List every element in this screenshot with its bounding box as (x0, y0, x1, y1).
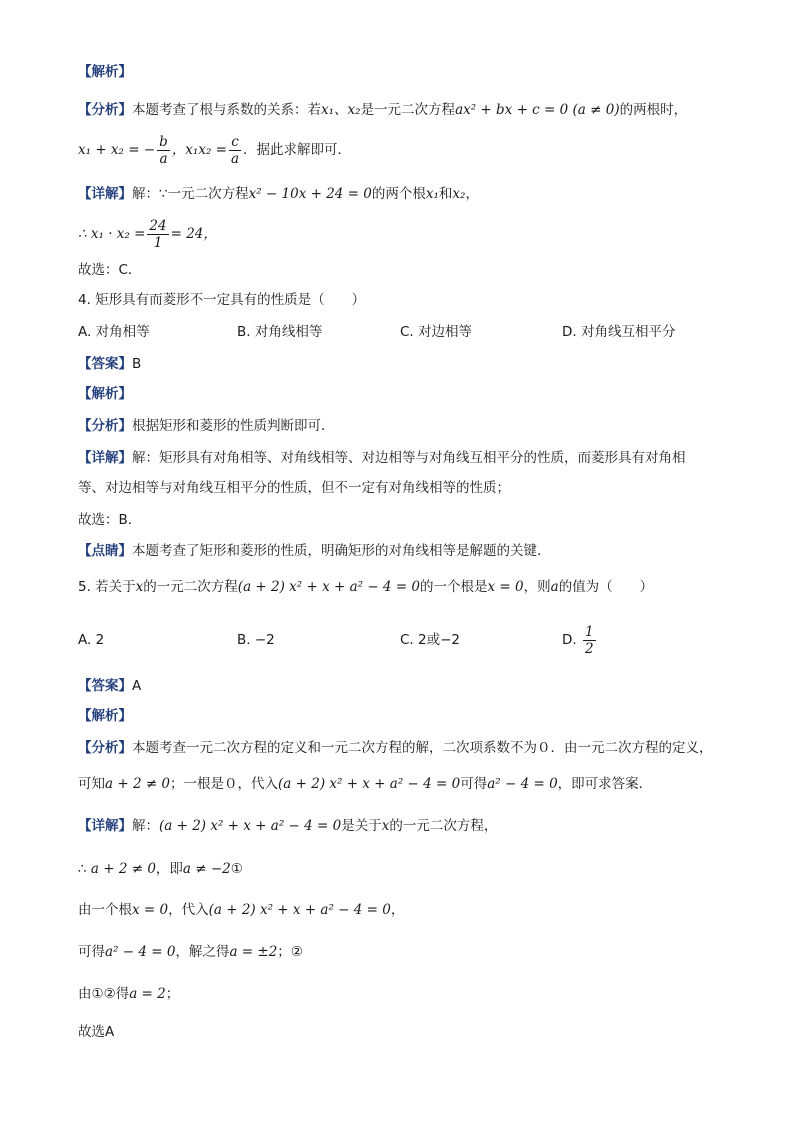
q4-question: 4. 矩形具有而菱形不一定具有的性质是（ ） (78, 292, 366, 308)
q5-step1: ∴ a + 2 ≠ 0，即a ≠ −2① (78, 861, 243, 877)
q5-option-a: A. 2 (78, 632, 105, 648)
q4-daan: 【答案】B (78, 356, 142, 372)
q4-dianjing: 【点睛】本题考查了矩形和菱形的性质，明确矩形的对角线相等是解题的关键． (78, 543, 551, 559)
q4-answer: 故选：B． (78, 512, 142, 528)
q3-therefore: ∴ x₁ · x₂ = $\frac{24}{1}$ = 24， (78, 217, 217, 251)
q5-option-c: C. 2或−2 (400, 632, 460, 648)
q5-jiexi: 【解析】 (78, 708, 132, 724)
q5-xiangjie: 【详解】解：(a + 2) x² + x + a² − 4 = 0是关于x的一元二次方程， (78, 818, 498, 834)
q5-answer: 故选A (78, 1024, 115, 1040)
q5-step2: 由一个根x = 0，代入(a + 2) x² + x + a² − 4 = 0， (78, 902, 405, 918)
q3-xiangjie: 【详解】解：∵一元二次方程x² − 10x + 24 = 0的两个根x₁和x₂， (78, 186, 479, 202)
q4-option-b: B. 对角线相等 (237, 324, 323, 340)
q4-jiexi: 【解析】 (78, 386, 132, 402)
q3-formula-line: x₁ + x₂ = − $\frac{b}{a}$ ，x₁x₂ = $\frac{c}{a}$ ．据此求解即可． (78, 133, 352, 167)
q4-xiangjie-line2: 等、对边相等与对角线互相平分的性质，但不一定有对角线相等的性质； (78, 480, 510, 496)
q4-option-c: C. 对边相等 (400, 324, 473, 340)
q5-question: 5. 若关于x的一元二次方程(a + 2) x² + x + a² − 4 = 0的一个根是x = 0，则a的值为（ ） (78, 579, 654, 595)
q5-daan: 【答案】A (78, 678, 142, 694)
q5-step4: 由①②得a = 2； (78, 986, 180, 1002)
frac-b-over-a: $\frac{b}{a}$ (159, 133, 168, 167)
q3-answer: 故选：C． (78, 262, 142, 278)
q5-fenxi-line2: 可知a + 2 ≠ 0；一根是０，代入(a + 2) x² + x + a² − 4 = 0可得a² − 4 = 0，即可求答案． (78, 776, 653, 792)
q4-option-a: A. 对角相等 (78, 324, 150, 340)
q5-fenxi-line1: 【分析】本题考查一元二次方程的定义和一元二次方程的解，二次项系数不为０．由一元二次方程的定义， (78, 740, 713, 756)
q5-option-b: B. −2 (237, 632, 275, 648)
q3-jiexi: 【解析】 (78, 64, 132, 80)
frac-one-half: $\frac{1}{2}$ (584, 623, 594, 657)
q5-option-d: D. $\frac{1}{2}$ (562, 623, 594, 657)
q4-option-d: D. 对角线互相平分 (562, 324, 676, 340)
frac-c-over-a: $\frac{c}{a}$ (230, 133, 240, 167)
q4-xiangjie-line1: 【详解】解：矩形具有对角相等、对角线相等、对边相等与对角线互相平分的性质，而菱形具有对角相 (78, 450, 686, 466)
frac-24-over-1: $\frac{24}{1}$ (149, 217, 167, 251)
q5-step3: 可得a² − 4 = 0，解之得a = ±2；② (78, 944, 303, 960)
q4-fenxi: 【分析】根据矩形和菱形的性质判断即可． (78, 418, 335, 434)
q3-fenxi: 【分析】本题考查了根与系数的关系：若x₁、x₂是一元二次方程ax² + bx + c = 0 (a ≠ 0)的两根时， (78, 102, 688, 118)
